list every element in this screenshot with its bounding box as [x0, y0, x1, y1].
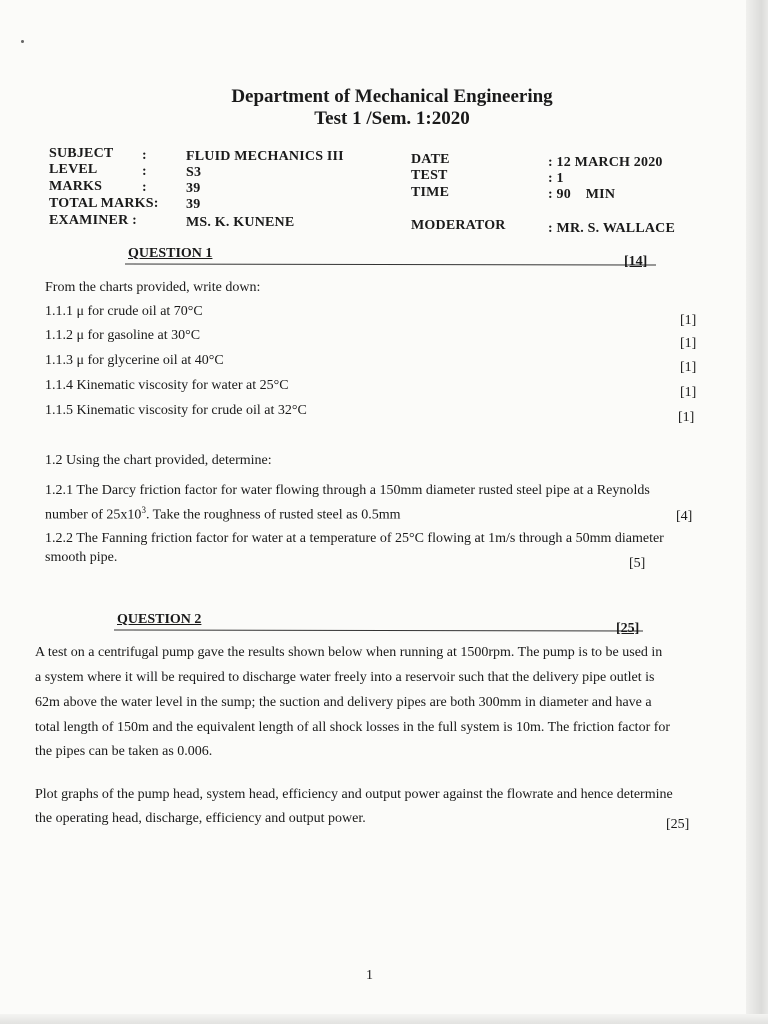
subject-label: SUBJECT — [49, 146, 114, 161]
moderator-label: MODERATOR — [411, 218, 506, 233]
examiner-label: EXAMINER : — [49, 213, 137, 228]
q2-para2-line1: Plot graphs of the pump head, system head, efficiency and output power against the flowrate and hence determine — [35, 787, 673, 802]
q114-text: 1.1.4 Kinematic viscosity for water at 25°C — [45, 378, 289, 393]
total-marks-value: 39 — [186, 197, 201, 212]
question1-title: QUESTION 1 — [128, 246, 213, 261]
q121-line2 — [45, 498, 401, 528]
level-value: S3 — [186, 165, 202, 180]
q111-text: 1.1.1 μ for crude oil at 70°C — [45, 304, 203, 319]
q121-line2-start: number of 25x10 — [45, 507, 142, 523]
q112-text: 1.1.2 μ for gasoline at 30°C — [45, 328, 201, 343]
question1-total: [14] — [624, 254, 648, 269]
page-number: 1 — [366, 968, 373, 983]
marks-label: MARKS — [49, 179, 103, 194]
test-title: Test 1 /Sem. 1:2020 — [314, 108, 470, 129]
q2-para1-line1: A test on a centrifugal pump gave the results shown below when running at 1500rpm. The pump is to be used in — [35, 645, 663, 660]
q121-superscript: 3 — [141, 505, 146, 515]
q114-mark: [1] — [680, 385, 697, 400]
q115-mark: [1] — [678, 410, 695, 425]
question2-total: [25] — [616, 621, 640, 636]
examiner-value: MS. K. KUNENE — [186, 215, 295, 230]
question2-title: QUESTION 2 — [117, 612, 202, 627]
date-label: DATE — [411, 152, 450, 167]
marks-sep: : — [142, 180, 147, 195]
q2-para1-line4: total length of 150m and the equivalent length of all shock losses in the full system is 10m. The friction factor for — [35, 720, 671, 735]
time-label: TIME — [411, 185, 450, 200]
q12-intro: 1.2 Using the chart provided, determine: — [45, 453, 272, 468]
level-label: LEVEL — [49, 162, 98, 177]
q122-line1: 1.2.2 The Fanning friction factor for water at a temperature of 25°C flowing at 1m/s through a 50mm diameter — [45, 531, 664, 546]
q2-para1-line2: a system where it will be required to discharge water freely into a reservoir such that the delivery pipe outlet is — [35, 670, 655, 685]
level-sep: : — [142, 164, 147, 179]
date-value: : 12 MARCH 2020 — [548, 155, 663, 170]
department-title: Department of Mechanical Engineering — [231, 86, 553, 107]
q2-para2-line2: the operating head, discharge, efficiency and output power. — [35, 811, 366, 826]
q113-mark: [1] — [680, 360, 697, 375]
subject-value: FLUID MECHANICS III — [186, 149, 344, 164]
test-label: TEST — [411, 168, 448, 183]
q115-text: 1.1.5 Kinematic viscosity for crude oil at 32°C — [45, 403, 307, 418]
q2-para1-line3: 62m above the water level in the sump; the suction and delivery pipes are both 300mm in diameter and have a — [35, 695, 652, 710]
q122-line2: smooth pipe. — [45, 550, 118, 565]
q112-mark: [1] — [680, 336, 697, 351]
q113-text: 1.1.3 μ for glycerine oil at 40°C — [45, 353, 224, 368]
subject-sep: : — [142, 148, 147, 163]
marks-value: 39 — [186, 181, 201, 196]
q121-line2-end: . Take the roughness of rusted steel as 0.5mm — [145, 507, 401, 523]
scan-speck — [21, 40, 24, 43]
total-marks-label: TOTAL MARKS: — [49, 196, 159, 211]
q121-mark: [4] — [676, 509, 693, 524]
moderator-value: : MR. S. WALLACE — [548, 221, 676, 236]
scan-bottom-shadow — [0, 1014, 768, 1024]
q111-mark: [1] — [680, 313, 697, 328]
time-value: : 90 MIN — [548, 187, 616, 202]
q122-mark: [5] — [629, 556, 646, 571]
q121-line1: 1.2.1 The Darcy friction factor for water flowing through a 150mm diameter rusted steel pipe at a Reynolds — [45, 483, 650, 498]
q2-mark: [25] — [666, 817, 690, 832]
test-value: : 1 — [548, 171, 564, 186]
scan-edge-shadow — [746, 0, 768, 1024]
question1-intro: From the charts provided, write down: — [45, 280, 261, 295]
q2-para1-line5: the pipes can be taken as 0.006. — [35, 744, 213, 759]
